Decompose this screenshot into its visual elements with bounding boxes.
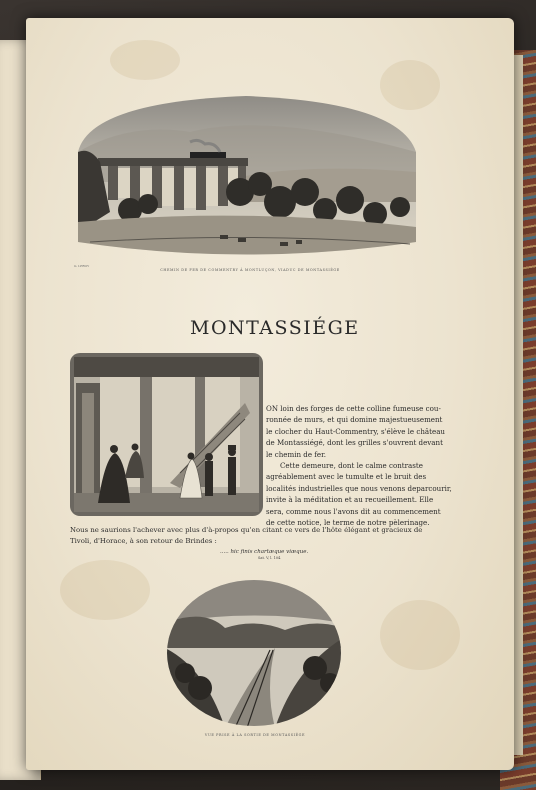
body-paragraph bbox=[266, 403, 476, 528]
text-line: agréablement avec le tumulte et le bruit des bbox=[266, 472, 427, 482]
text-line: de cette notice, le terme de notre pèlerinage. bbox=[266, 518, 430, 528]
text-line: le chemin de fer. bbox=[266, 449, 326, 459]
railway-cutting-engraving bbox=[165, 578, 343, 728]
bottom-illustration-caption: VUE PRISE À LA SORTIE DE MONTASSIÉGE bbox=[204, 733, 306, 737]
text-line: invite à la méditation et au recueillement. Elle bbox=[266, 495, 434, 505]
top-illustration-caption: CHEMIN DE FER DE COMMENTRY À MONTLUÇON, VIADUC DE MONTASSIÉGE bbox=[160, 268, 340, 272]
latin-quote: ..... hic finis chartæque viæque. bbox=[220, 549, 309, 555]
text-line: Tivoli, d'Horace, à son retour de Brindes : bbox=[70, 537, 217, 546]
text-line: ronnée de murs, et qui domine majestueusement bbox=[266, 415, 443, 425]
full-width-paragraph bbox=[70, 525, 480, 548]
text-line: localités industrielles que nous venons deparcourir, bbox=[266, 483, 452, 493]
text-line: Nous ne saurions l'achever avec plus d'à-propos qu'en citant ce vers de l'hôte élégant et gracieux de bbox=[70, 526, 423, 534]
quote-citation: Sat. V, l. 104. bbox=[258, 556, 282, 560]
text-line: ON loin des forges de cette colline fumeuse cou- bbox=[266, 404, 441, 413]
viaduct-engraving bbox=[70, 92, 422, 262]
page-title: MONTASSIÉGE bbox=[190, 317, 360, 339]
foxing-stain bbox=[60, 560, 150, 620]
chateau-interior-engraving bbox=[70, 353, 263, 516]
foxing-stain bbox=[110, 40, 180, 80]
engraver-signature: G. LEROY bbox=[74, 264, 90, 268]
foxing-stain bbox=[380, 600, 460, 670]
text-line: Cette demeure, dont le calme contraste bbox=[280, 461, 423, 471]
text-line: le clocher du Haut-Commentry, s'élève le château bbox=[266, 426, 446, 436]
text-line: sera, comme nous l'avons dit au commencement bbox=[266, 506, 441, 516]
text-line: de Montassiégé, dont les grilles s'ouvrent devant bbox=[266, 438, 443, 448]
